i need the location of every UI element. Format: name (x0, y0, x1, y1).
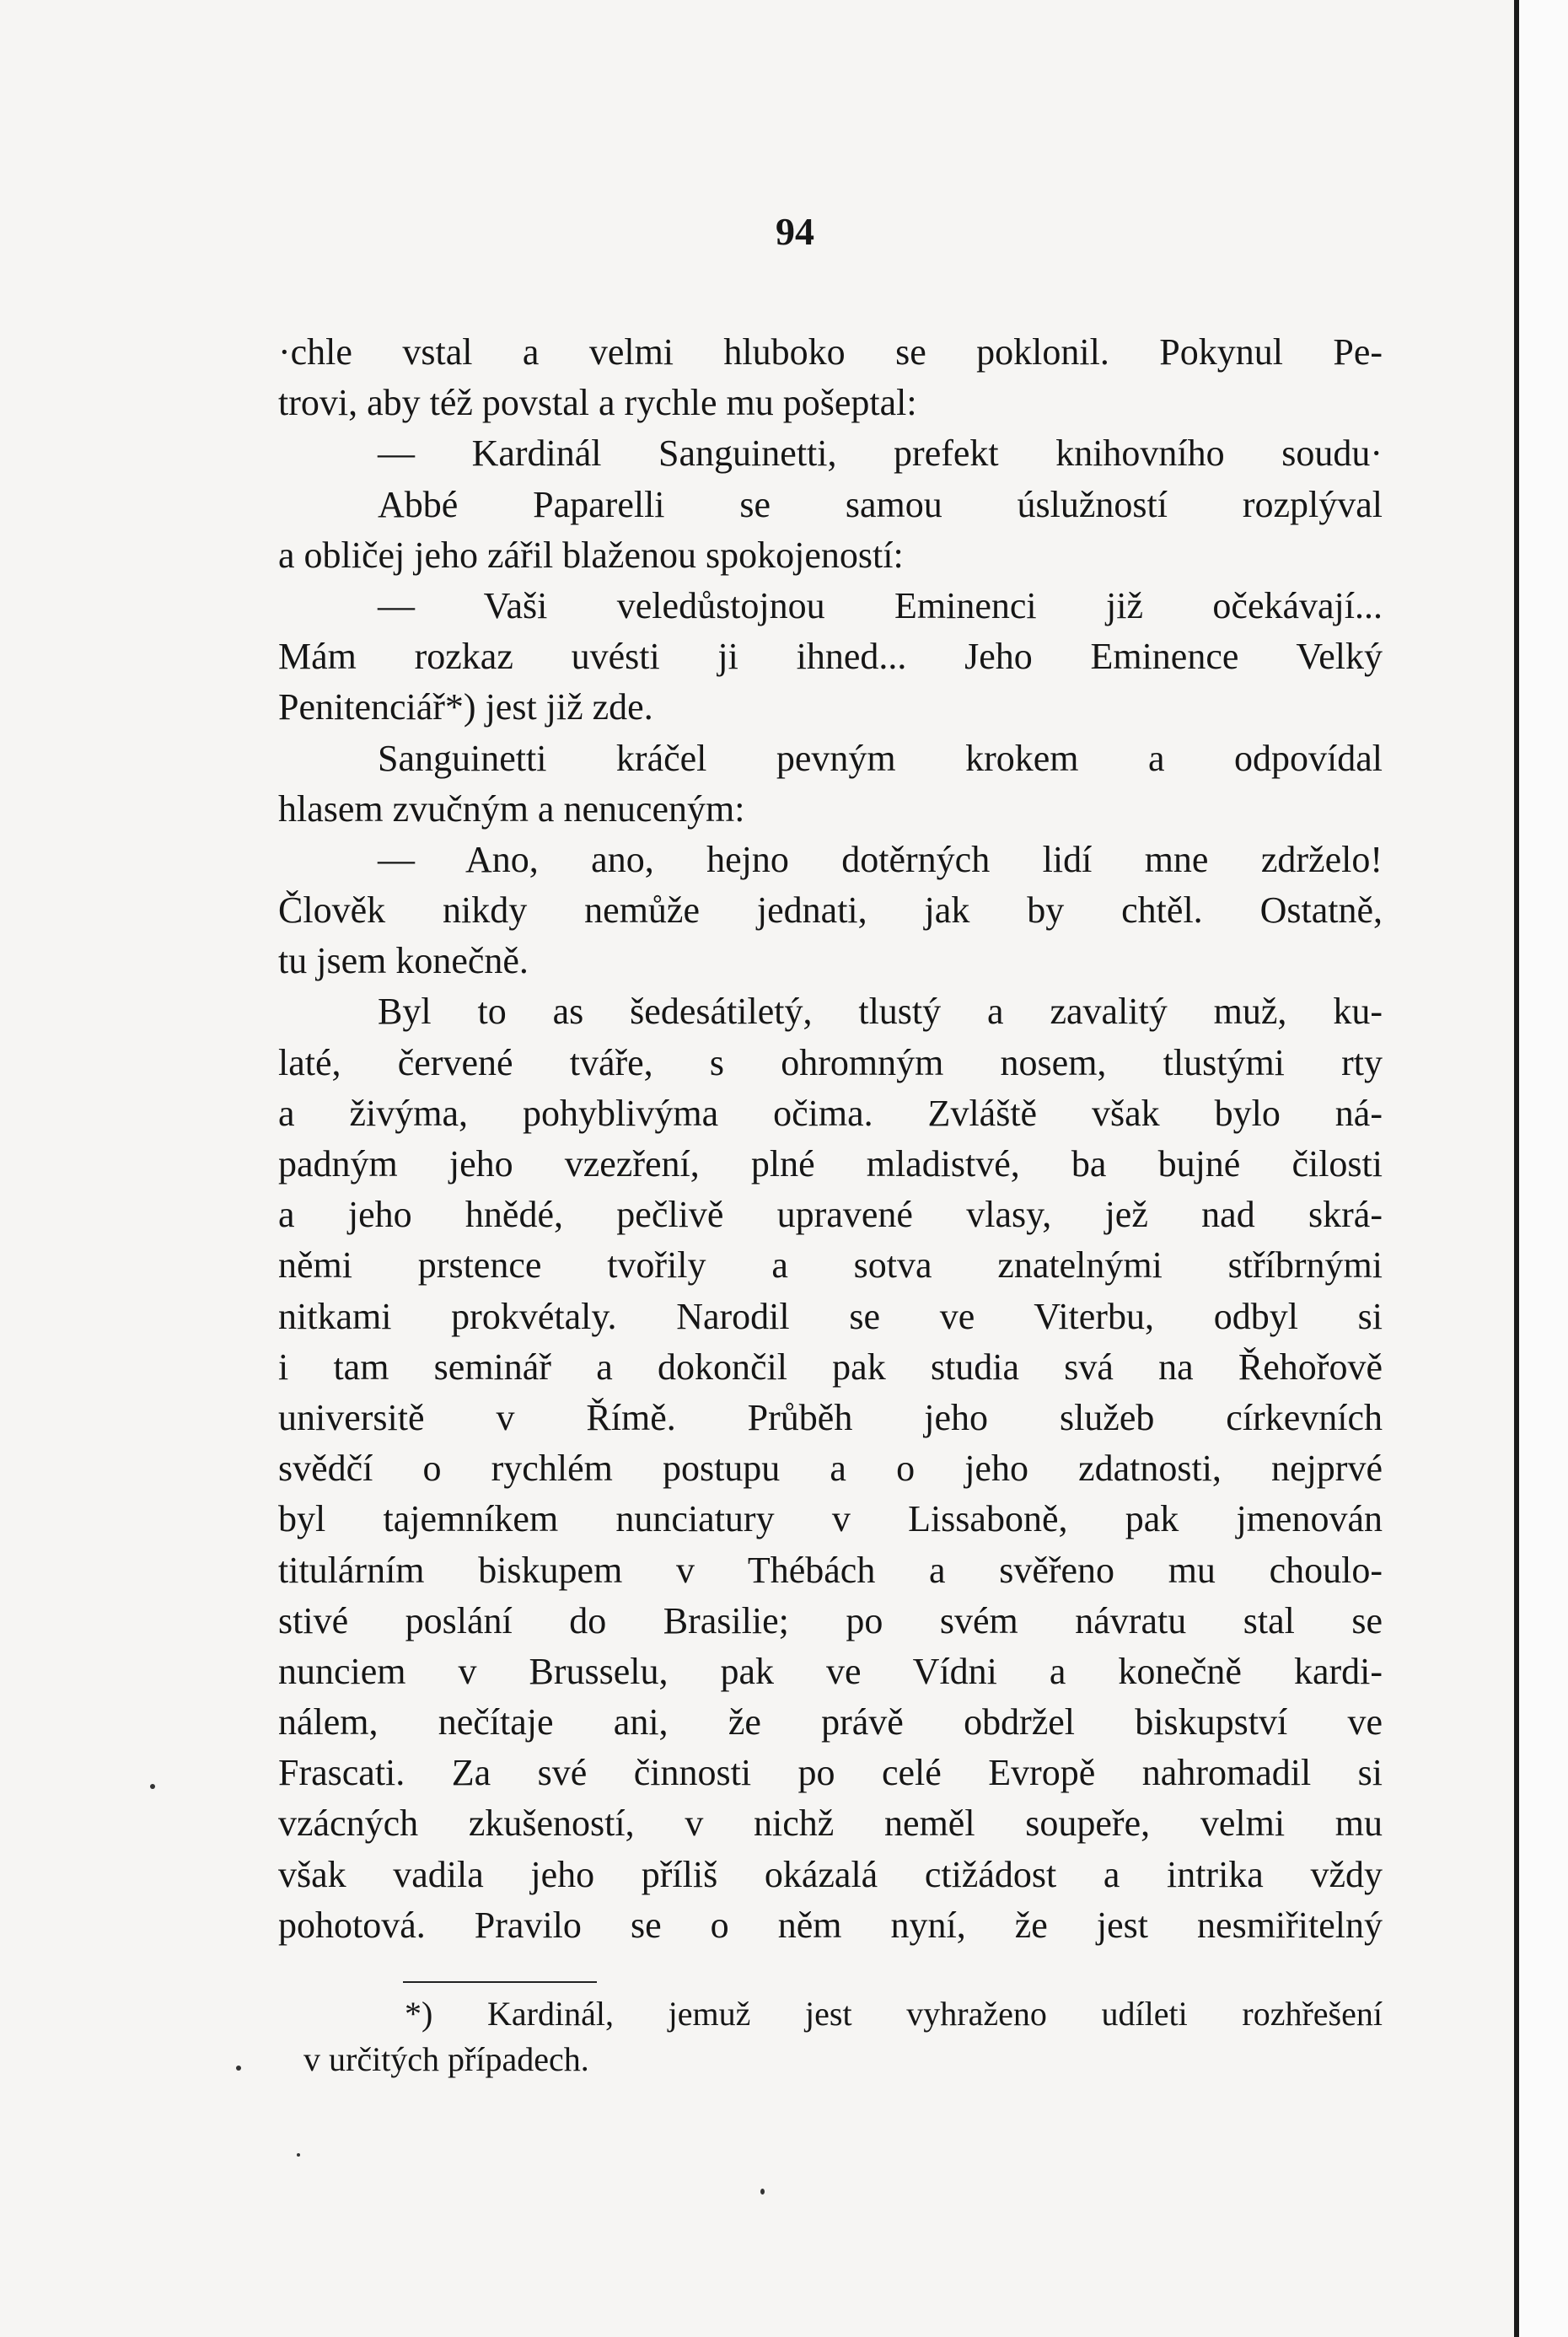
text-line: Člověk nikdy nemůže jednati, jak by chtěl. Ostatně, (278, 889, 1383, 932)
scan-speck (150, 1784, 155, 1789)
footnote-line: *) Kardinál, jemuž jest vyhraženo udíleti rozhřešení (405, 1995, 1383, 2033)
text-line: a obličej jeho zářil blaženou spokojeností: (278, 534, 904, 576)
text-line: stivé poslání do Brasilie; po svém návratu stal se (278, 1599, 1383, 1641)
text-line: a živýma, pohyblivýma očima. Zvláště však bylo ná- (278, 1092, 1383, 1134)
text-line: — Kardinál Sanguinetti, prefekt knihovního soudu· (378, 432, 1383, 475)
text-line: padným jeho vzezření, plné mladistvé, ba bujné čilosti (278, 1143, 1383, 1185)
text-line: ·chle vstal a velmi hluboko se poklonil. Pokynul Pe- (278, 331, 1383, 373)
footnote-line: v určitých případech. (303, 2040, 589, 2078)
text-line: — Vaši veledůstojnou Eminenci již očekávají... (378, 584, 1383, 626)
text-line: němi prstence tvořily a sotva znatelnými stříbrnými (278, 1244, 1383, 1287)
text-line: Penitenciář*) jest již zde. (278, 686, 653, 728)
text-line: universitě v Římě. Průběh jeho služeb církevních (278, 1396, 1383, 1438)
text-line: trovi, aby též povstal a rychle mu pošeptal: (278, 382, 917, 424)
text-line: nálem, nečítaje ani, že právě obdržel biskupství ve (278, 1701, 1383, 1743)
text-line: nitkami prokvétaly. Narodil se ve Viterbu, odbyl si (278, 1295, 1383, 1337)
text-line: Byl to as šedesátiletý, tlustý a zavalitý muž, ku- (378, 991, 1383, 1033)
text-line: — Ano, ano, hejno dotěrných lidí mne zdrželo! (378, 838, 1383, 880)
page-number: 94 (776, 210, 814, 253)
text-line: Mám rozkaz uvésti ji ihned... Jeho Eminence Velký (278, 636, 1383, 678)
footnote-rule (403, 1981, 597, 1983)
text-line: byl tajemníkem nunciatury v Lissaboně, pak jmenován (278, 1498, 1383, 1540)
text-line: pohotová. Pravilo se o něm nyní, že jest nesmiřitelný (278, 1904, 1383, 1946)
text-line: i tam seminář a dokončil pak studia svá na Řehořově (278, 1346, 1383, 1388)
text-line: vzácných zkušeností, v nichž neměl soupeře, velmi mu (278, 1802, 1383, 1845)
scan-speck (297, 2153, 300, 2157)
footnote (278, 1991, 1383, 2082)
scan-margin (1519, 0, 1568, 2337)
text-line: Abbé Paparelli se samou úslužností rozplýval (378, 483, 1383, 525)
text-line: titulárním biskupem v Thébách a svěřeno mu choulo- (278, 1549, 1383, 1591)
text-line: však vadila jeho příliš okázalá ctižádost a intrika vždy (278, 1853, 1383, 1895)
text-line: tu jsem konečně. (278, 940, 529, 982)
text-line: laté, červené tváře, s ohromným nosem, tlustými rty (278, 1041, 1383, 1083)
scan-speck (760, 2189, 765, 2195)
text-line: nunciem v Brusselu, pak ve Vídni a konečně kardi- (278, 1650, 1383, 1692)
text-line: svědčí o rychlém postupu a o jeho zdatnosti, nejprvé (278, 1448, 1383, 1490)
body-text (278, 327, 1383, 1951)
text-line: hlasem zvučným a nenuceným: (278, 787, 745, 830)
text-line: a jeho hnědé, pečlivě upravené vlasy, jež nad skrá- (278, 1194, 1383, 1236)
text-line: Sanguinetti kráčel pevným krokem a odpovídal (378, 737, 1383, 779)
text-line: Frascati. Za své činnosti po celé Evropě nahromadil si (278, 1752, 1383, 1794)
scan-speck (236, 2066, 241, 2071)
